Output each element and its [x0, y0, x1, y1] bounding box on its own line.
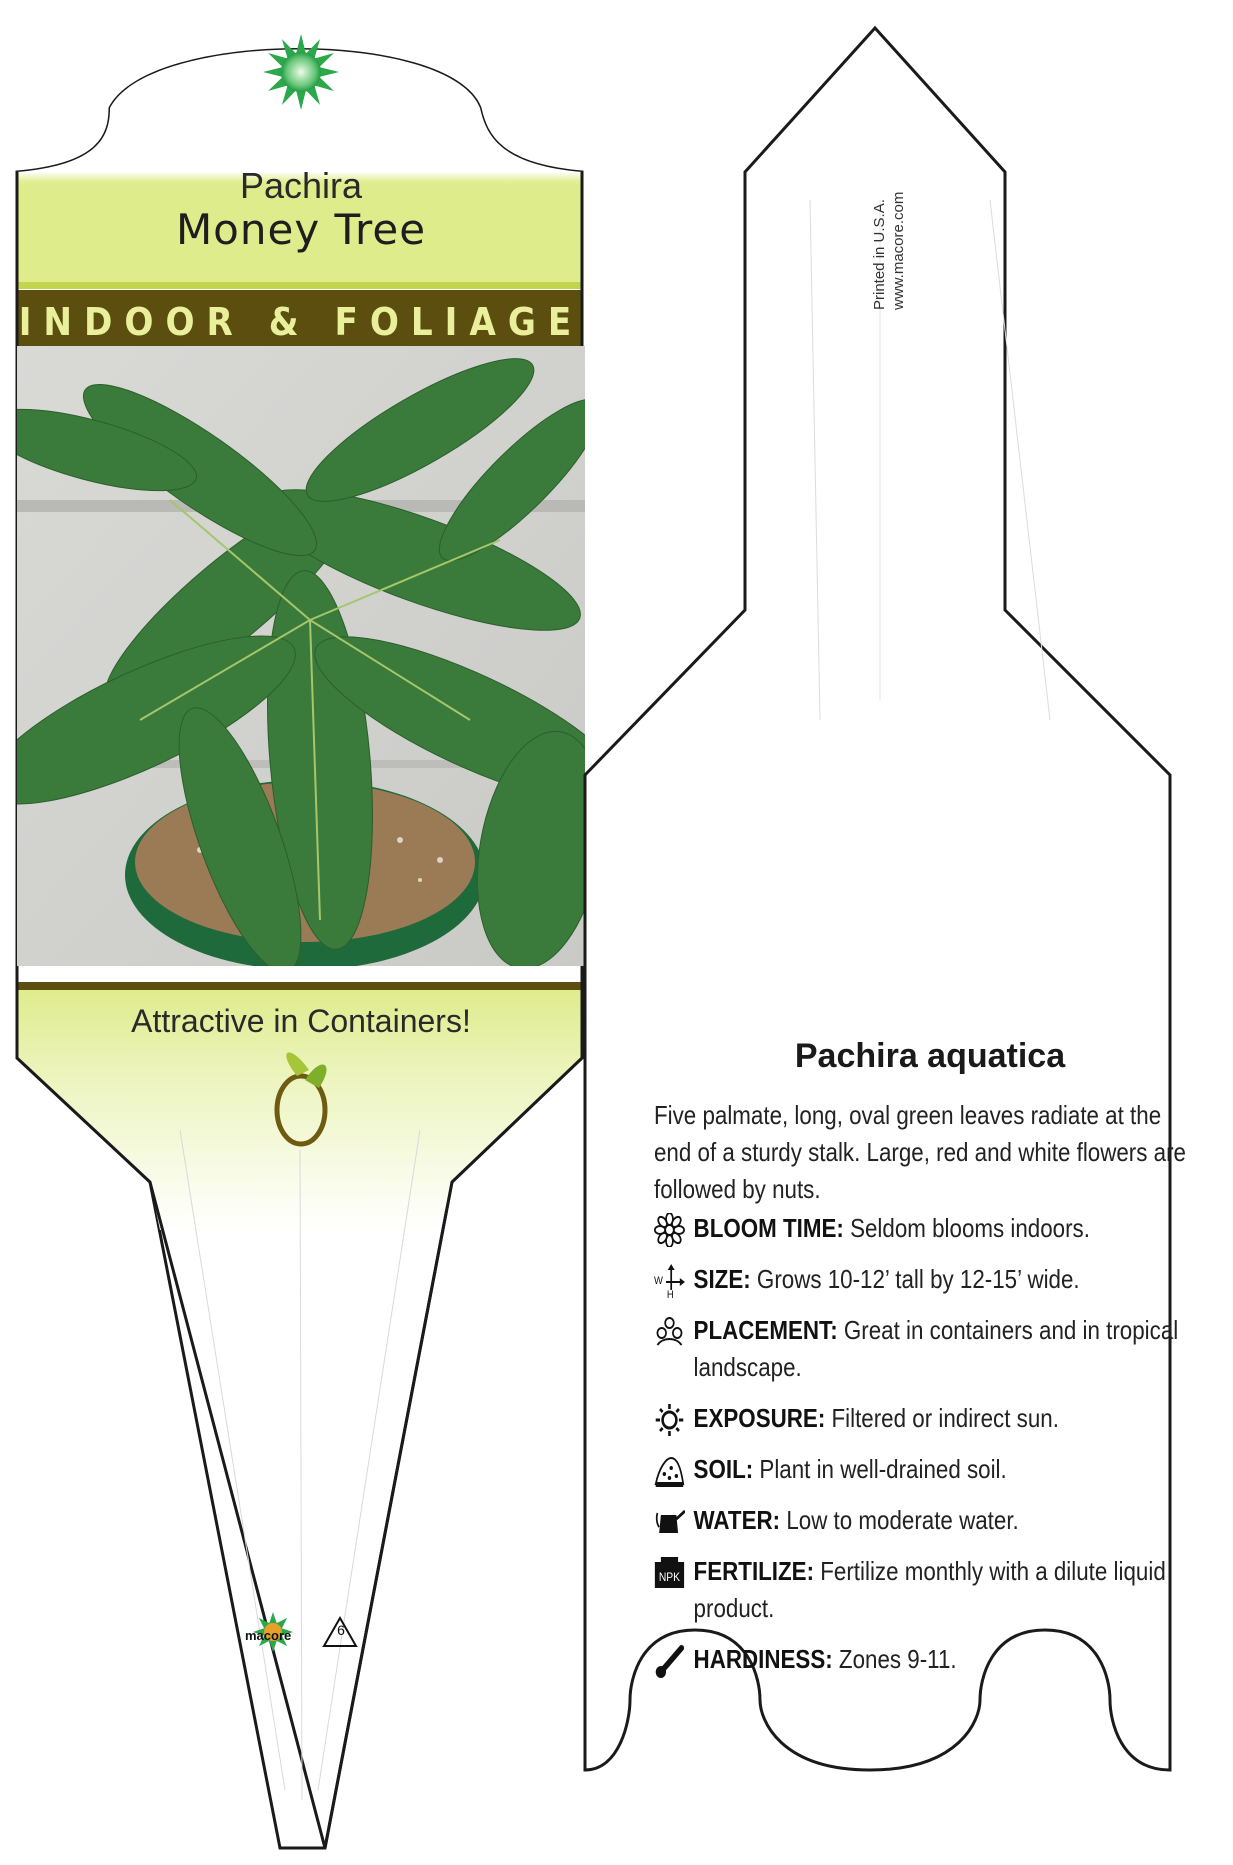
common-name-line1: Pachira — [239, 165, 363, 206]
care-label-placement: PLACEMENT: — [693, 1315, 838, 1345]
care-label-water: WATER: — [693, 1505, 781, 1535]
printed-info — [870, 10, 910, 310]
category-banner: INDOOR & FOLIAGE — [18, 300, 584, 344]
care-text-size: Grows 10-12’ tall by 12-15’ wide. — [756, 1264, 1080, 1294]
care-text-exposure: Filtered or indirect sun. — [831, 1403, 1059, 1433]
care-label-size: SIZE: — [693, 1264, 751, 1294]
care-text-soil: Plant in well-drained soil. — [759, 1454, 1007, 1484]
care-label-fertilize: FERTILIZE: — [693, 1556, 815, 1586]
npk-icon — [654, 1556, 685, 1590]
care-text-hardiness: Zones 9-11. — [838, 1644, 957, 1674]
care-row-soil — [654, 1451, 1204, 1488]
care-list — [654, 1210, 1204, 1692]
brand-name: macore — [245, 1628, 292, 1643]
thermometer-icon — [654, 1644, 685, 1678]
care-label-exposure: EXPOSURE: — [693, 1403, 826, 1433]
plant-photo — [0, 336, 644, 986]
size-icon-h: H — [666, 1289, 674, 1298]
care-text-bloom: Seldom blooms indoors. — [850, 1213, 1090, 1243]
care-row-fertilize — [654, 1553, 1204, 1627]
plant-description: Five palmate, long, oval green leaves radiate at the end of a sturdy stalk. Large, red and white flowers are followed by nuts. — [654, 1100, 1186, 1204]
flower-icon — [654, 1213, 685, 1247]
common-name-line2: Money Tree — [175, 205, 427, 254]
size-icon — [654, 1264, 685, 1298]
care-label-bloom: BLOOM TIME: — [693, 1213, 844, 1243]
printed-line1: Printed in U.S.A. — [871, 199, 888, 310]
care-row-exposure — [654, 1400, 1204, 1437]
scientific-name: Pachira aquatica — [794, 1037, 1066, 1075]
npk-icon-text: NPK — [658, 1571, 681, 1585]
care-text-placement: Great in containers and in tropical landscape. — [693, 1315, 1179, 1382]
watering-can-icon — [654, 1505, 685, 1539]
care-text-water: Low to moderate water. — [786, 1505, 1019, 1535]
placement-icon — [654, 1315, 685, 1349]
care-row-bloom — [654, 1210, 1204, 1247]
care-label-hardiness: HARDINESS: — [693, 1644, 833, 1674]
care-row-water — [654, 1502, 1204, 1539]
care-label-soil: SOIL: — [693, 1454, 754, 1484]
care-row-placement — [654, 1312, 1204, 1386]
care-text-fertilize: Fertilize monthly with a dilute liquid product. — [693, 1556, 1166, 1623]
sun-icon — [654, 1403, 685, 1437]
size-icon-w: W — [654, 1275, 663, 1288]
recycle-code: 6 — [337, 1622, 345, 1638]
care-row-size — [654, 1261, 1204, 1298]
care-row-hardiness — [654, 1641, 1204, 1678]
tagline: Attractive in Containers! — [131, 1003, 471, 1039]
printed-line2: www.macore.com — [890, 191, 907, 310]
soil-icon — [654, 1454, 685, 1488]
